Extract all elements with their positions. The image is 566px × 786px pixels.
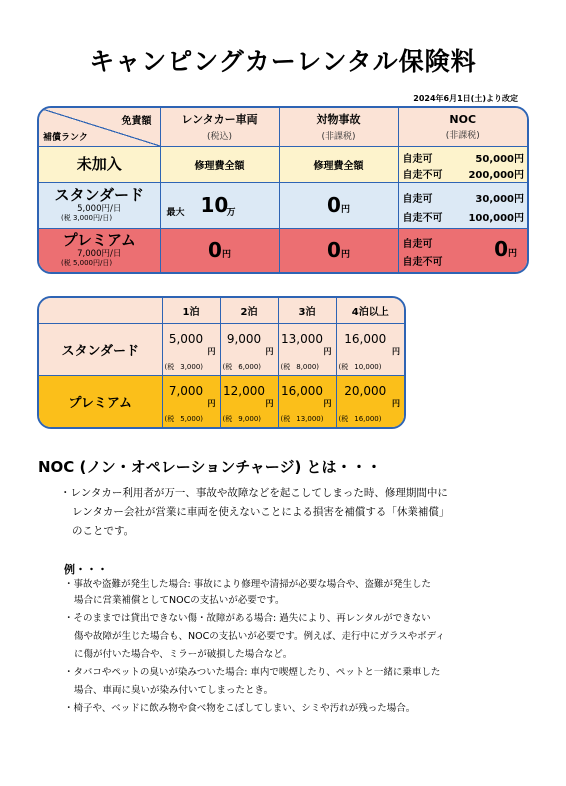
noc-heading: NOC (ノン・オペレーションチャージ) とは・・・: [38, 458, 382, 476]
insurance-table: [37, 106, 529, 274]
tax-value: 13,000): [296, 415, 324, 423]
price-tax: [339, 362, 382, 372]
noc-not-drivable-label: 自走不可: [402, 213, 443, 224]
tax-label: (税: [280, 415, 291, 423]
vehicle-prefix: 最大: [166, 207, 185, 218]
examples-list: [64, 577, 534, 717]
price-cell: [278, 323, 336, 375]
price-cell: [162, 375, 220, 427]
header-property-sub: (非課税): [321, 132, 356, 143]
tax-label: (税: [280, 362, 291, 371]
noc-line-3: のことです。: [72, 525, 135, 537]
header-property: [279, 108, 398, 146]
vehicle-uninsured: 修理費全額: [160, 146, 279, 182]
tax-label: (税: [338, 362, 349, 371]
noc-uninsured: [398, 146, 527, 182]
price-cell: [162, 323, 220, 375]
price-unit: 円: [323, 346, 332, 356]
tax-label: (税: [164, 362, 175, 371]
price-unit: 円: [323, 398, 332, 408]
revision-date-note: 2024年6月1日(土)より改定: [413, 94, 518, 103]
tax-value: 16,000): [354, 415, 382, 423]
noc-drivable-label: 自走可: [402, 154, 433, 165]
row-standard: [39, 182, 527, 228]
noc-drivable-value: 30,000円: [475, 194, 524, 205]
rank-price: 7,000円/日: [77, 249, 122, 260]
noc-not-drivable-value: 100,000円: [468, 213, 524, 224]
coverage-rank-label: 補償ランク: [43, 132, 88, 143]
price-value: 20,000: [344, 383, 387, 398]
property-value: 0: [327, 238, 341, 263]
price-value: 7,000: [168, 383, 204, 398]
nights-header-1: 1泊: [162, 298, 220, 323]
price-cell: [336, 375, 404, 427]
rank-price: 5,000円/日: [77, 204, 122, 214]
property-premium: [279, 228, 398, 272]
price-tax: [223, 414, 262, 424]
rank-name: 未加入: [76, 154, 122, 173]
rank-tax-note: (税 5,000円/日): [61, 259, 113, 268]
nights-price-table: [37, 296, 406, 429]
rank-standard: [39, 182, 160, 228]
rank-name: スタンダード: [54, 186, 144, 204]
header-property-main: 対物事故: [316, 113, 361, 127]
vehicle-unit: 円: [221, 250, 231, 261]
price-cell: [220, 323, 278, 375]
noc-drivable-label: 自走可: [402, 194, 433, 205]
noc-premium: [398, 228, 527, 272]
price-value: 16,000: [344, 331, 387, 346]
price-value: 5,000: [168, 331, 204, 346]
header-corner-cell: [39, 108, 160, 146]
example-line-4: 傷や故障が生じた場合も、NOCの支払いが必要です。例えば、走行中にガラスやボディ: [74, 631, 445, 642]
rank-name: プレミアム: [62, 231, 136, 250]
nights-header-corner: [39, 298, 162, 323]
example-line-3: ・そのままでは貸出できない傷・故障がある場合: 過失により、再レンタルができない: [64, 613, 431, 624]
noc-line-2: レンタカー会社が営業に車両を使えないことによる損害を補償する「休業補償」: [72, 506, 450, 518]
vehicle-standard: [160, 182, 279, 228]
header-vehicle: [160, 108, 279, 146]
price-cell: [278, 375, 336, 427]
page-title: キャンピングカーレンタル保険料: [89, 47, 477, 76]
property-value: 0: [327, 193, 341, 217]
example-line-7: 場合、車両に臭いが染み付いてしまったとき。: [74, 685, 274, 696]
header-noc-main: NOC: [449, 112, 477, 126]
price-value: 16,000: [281, 383, 323, 398]
tax-value: 3,000): [180, 362, 204, 371]
vehicle-value: 10: [200, 192, 229, 217]
price-unit: 円: [392, 398, 400, 408]
tax-label: (税: [222, 415, 233, 423]
noc-drivable-label: 自走可: [402, 239, 433, 251]
header-vehicle-main: レンタカー車両: [181, 113, 258, 127]
price-unit: 円: [265, 398, 274, 408]
price-unit: 円: [265, 346, 274, 356]
rank-uninsured: [39, 146, 160, 182]
property-unit: 円: [340, 205, 350, 215]
noc-drivable-value: 50,000円: [475, 154, 524, 165]
property-uninsured: 修理費全額: [279, 146, 398, 182]
noc-not-drivable-label: 自走不可: [402, 170, 443, 181]
example-line-8: ・椅子や、ベッドに飲み物や食べ物をこぼしてしまい、シミや汚れが残った場合。: [64, 703, 416, 714]
nights-rank-standard: スタンダード: [39, 323, 162, 375]
nights-header-3: 3泊: [278, 298, 336, 323]
price-unit: 円: [392, 346, 400, 356]
header-noc-sub: (非課税): [445, 130, 480, 141]
noc-value: 0: [494, 237, 508, 262]
nights-row-standard: [39, 323, 404, 375]
example-line-5: に傷が付いた場合や、ミラーが破損した場合など。: [74, 649, 293, 660]
price-tax: [281, 414, 324, 424]
price-value: 12,000: [223, 383, 265, 398]
noc-line-1: ・レンタカー利用者が万一、事故や故障などを起こしてしまった時、修理期間中に: [60, 487, 448, 499]
tax-value: 8,000): [296, 362, 320, 371]
tax-value: 5,000): [180, 415, 204, 423]
price-cell: [220, 375, 278, 427]
nights-header-4plus: 4泊以上: [336, 298, 404, 323]
examples-heading: 例・・・: [64, 563, 108, 576]
vehicle-premium: [160, 228, 279, 272]
property-unit: 円: [340, 250, 350, 261]
vehicle-value: 0: [208, 238, 222, 263]
nights-rank-premium: プレミアム: [39, 375, 162, 427]
property-standard: [279, 182, 398, 228]
example-line-1: ・事故や盗難が発生した場合: 事故により修理や清掃が必要な場合や、盗難が発生した: [64, 579, 432, 590]
price-unit: 円: [207, 346, 216, 356]
rank-premium: [39, 228, 160, 272]
rank-tax-note: (税 3,000円/日): [61, 214, 113, 222]
deductible-label: 免責額: [121, 116, 152, 127]
row-uninsured: [39, 146, 527, 182]
price-tax: [165, 414, 204, 424]
price-cell: [336, 323, 404, 375]
tax-label: (税: [338, 415, 349, 423]
tax-label: (税: [164, 415, 175, 423]
noc-not-drivable-value: 200,000円: [468, 170, 524, 181]
tax-value: 10,000): [354, 362, 382, 371]
example-line-2: 場合に営業補償としてNOCの支払いが必要です。: [74, 595, 285, 606]
nights-header-2: 2泊: [220, 298, 278, 323]
row-premium: [39, 228, 527, 272]
price-tax: [281, 362, 320, 372]
vehicle-unit: 万: [226, 207, 236, 218]
example-line-6: ・タバコやペットの臭いが染みついた場合: 車内で喫煙したり、ペットと一緒に乗車した: [64, 667, 441, 678]
tax-value: 6,000): [238, 362, 262, 371]
price-value: 13,000: [281, 331, 323, 346]
price-unit: 円: [207, 398, 216, 408]
noc-unit: 円: [507, 249, 517, 260]
header-noc: [398, 108, 527, 146]
price-tax: [165, 362, 204, 372]
price-value: 9,000: [226, 331, 262, 346]
nights-row-premium: [39, 375, 404, 427]
tax-label: (税: [222, 362, 233, 371]
tax-value: 9,000): [238, 415, 262, 423]
header-vehicle-sub: (税込): [206, 132, 233, 143]
noc-standard: [398, 182, 527, 228]
price-tax: [339, 414, 382, 424]
noc-not-drivable-label: 自走不可: [402, 257, 443, 269]
price-tax: [223, 362, 262, 372]
